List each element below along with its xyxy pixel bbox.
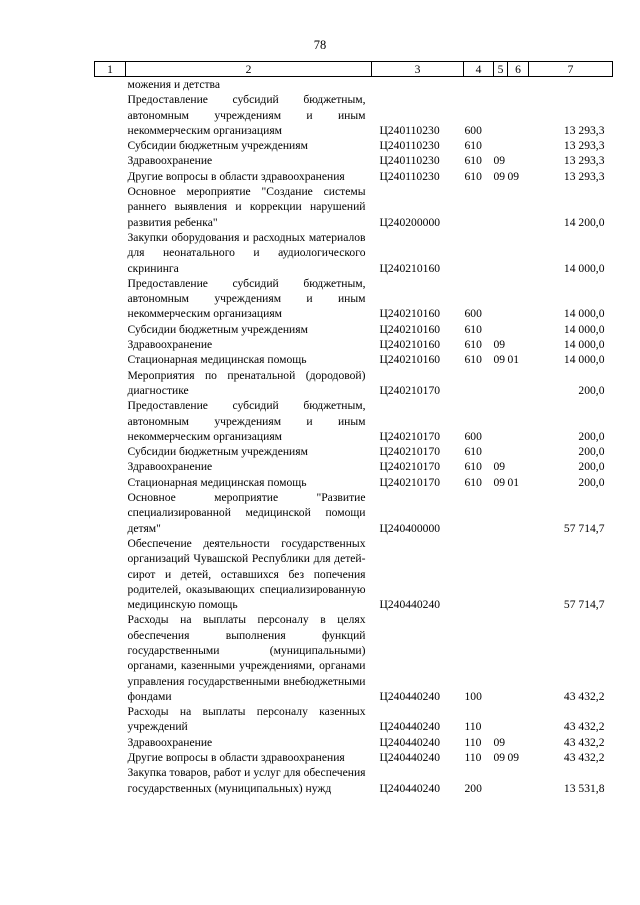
section-code [494, 368, 508, 399]
table-row [95, 184, 613, 230]
expense-type: 610 [464, 445, 482, 459]
amount: 13 293,3 [563, 169, 605, 183]
section-code [494, 704, 508, 735]
amount: 14 000,0 [563, 261, 605, 275]
table-row [95, 368, 613, 399]
target-code: Ц240440240 [379, 689, 441, 703]
table-row [95, 536, 613, 612]
expense-type: 110 [464, 751, 482, 765]
subsection-code [508, 398, 529, 444]
index-cell [95, 368, 126, 399]
table-row [95, 735, 613, 750]
subsection-code: 01 [507, 475, 520, 489]
expense-type: 610 [464, 322, 482, 336]
section-code [494, 138, 508, 153]
amount: 57 714,7 [563, 598, 605, 612]
index-cell [95, 184, 126, 230]
subsection-code [508, 276, 529, 322]
amount: 13 531,8 [563, 781, 605, 795]
target-code: Ц240210160 [379, 261, 441, 275]
subsection-code [508, 77, 529, 93]
table-header [95, 62, 613, 77]
table-row [95, 169, 613, 184]
subsection-code [508, 92, 529, 138]
index-cell [95, 765, 126, 796]
index-cell [95, 735, 126, 750]
table-row [95, 337, 613, 352]
target-code: Ц240210160 [379, 353, 441, 367]
table-body [95, 77, 613, 796]
item-name: можения и детства [127, 78, 221, 91]
section-code: 09 [493, 338, 506, 352]
index-cell [95, 138, 126, 153]
section-code: 09 [493, 169, 506, 183]
index-cell [95, 490, 126, 536]
item-name: Обеспечение деятельности государственных организаций Чувашской Республики для детей-сирот и детей, оставшихся без попечения родителей, оказывающих специализированную медицинскую помощь [127, 536, 366, 612]
item-name: Здравоохранение [127, 338, 213, 352]
target-code [372, 77, 464, 93]
target-code: Ц240210160 [379, 338, 441, 352]
index-cell [95, 459, 126, 474]
item-name: Основное мероприятие "Создание системы раннего выявления и коррекции нарушений развития ребенка" [127, 185, 366, 229]
section-code [494, 398, 508, 444]
item-name: Закупка товаров, работ и услуг для обеспечения государственных (муниципальных) нужд [127, 766, 366, 795]
header-col-7: 7 [529, 62, 613, 77]
amount: 14 000,0 [563, 322, 605, 336]
table-row [95, 704, 613, 735]
table-row [95, 322, 613, 337]
expense-type: 610 [464, 475, 482, 489]
target-code: Ц240400000 [379, 521, 441, 535]
expense-type: 110 [464, 720, 482, 734]
table-row [95, 612, 613, 704]
amount: 13 293,3 [563, 139, 605, 153]
table-row [95, 138, 613, 153]
amount: 200,0 [578, 460, 605, 474]
section-code [494, 322, 508, 337]
index-cell [95, 704, 126, 735]
subsection-code [508, 138, 529, 153]
section-code: 09 [493, 460, 506, 474]
target-code: Ц240440240 [379, 751, 441, 765]
item-name: Здравоохранение [127, 154, 213, 168]
amount: 43 432,2 [563, 720, 605, 734]
expense-type: 200 [464, 781, 482, 795]
section-code: 09 [493, 475, 506, 489]
table-row [95, 352, 613, 367]
section-code: 09 [493, 751, 506, 765]
expense-type: 610 [464, 169, 482, 183]
section-code: 09 [493, 154, 506, 168]
amount: 13 293,3 [563, 123, 605, 137]
header-col-4: 4 [464, 62, 494, 77]
index-cell [95, 750, 126, 765]
amount [529, 77, 613, 93]
item-name: Другие вопросы в области здравоохранения [127, 751, 345, 765]
subsection-code [508, 337, 529, 352]
amount: 14 000,0 [563, 338, 605, 352]
item-name: Стационарная медицинская помощь [127, 353, 307, 367]
subsection-code [508, 612, 529, 704]
table-row [95, 490, 613, 536]
table-row [95, 276, 613, 322]
expense-type [464, 368, 494, 399]
index-cell [95, 398, 126, 444]
target-code: Ц240210170 [379, 429, 441, 443]
index-cell [95, 276, 126, 322]
expense-type [464, 490, 494, 536]
target-code: Ц240440240 [379, 735, 441, 749]
page-number: 78 [313, 38, 327, 52]
target-code: Ц240210160 [379, 322, 441, 336]
subsection-code [508, 490, 529, 536]
table-row [95, 459, 613, 474]
item-name: Предоставление субсидий бюджетным, автономным учреждениям и иным некоммерческим организациям [127, 399, 366, 443]
expense-type [464, 184, 494, 230]
section-code [494, 92, 508, 138]
header-col-3: 3 [372, 62, 464, 77]
item-name: Расходы на выплаты персоналу казенных учреждений [127, 705, 366, 734]
subsection-code: 01 [507, 353, 520, 367]
expense-type: 110 [464, 735, 482, 749]
index-cell [95, 536, 126, 612]
amount: 200,0 [578, 383, 605, 397]
item-name: Здравоохранение [127, 460, 213, 474]
index-cell [95, 230, 126, 276]
subsection-code [508, 735, 529, 750]
header-col-6: 6 [508, 62, 529, 77]
item-name: Расходы на выплаты персоналу в целях обеспечения выполнения функций государственными (муниципальными) органами, казенными учреждениями, органами управления государственными внебюджетными фондами [127, 613, 366, 703]
item-name: Закупки оборудования и расходных материалов для неонатального и аудиологического скрининга [127, 230, 366, 275]
table-row [95, 475, 613, 490]
index-cell [95, 322, 126, 337]
expense-type: 100 [464, 689, 482, 703]
target-code: Ц240440240 [379, 598, 441, 612]
item-name: Субсидии бюджетным учреждениям [127, 139, 308, 153]
amount: 14 200,0 [563, 215, 605, 229]
expense-type: 600 [464, 307, 482, 321]
target-code: Ц240210170 [379, 475, 441, 489]
target-code: Ц240210160 [379, 307, 441, 321]
subsection-code [508, 153, 529, 168]
subsection-code [508, 184, 529, 230]
item-name: Мероприятия по пренатальной (дородовой) диагностике [127, 368, 366, 397]
subsection-code [508, 444, 529, 459]
expense-type: 610 [464, 353, 482, 367]
index-cell [95, 169, 126, 184]
subsection-code [508, 704, 529, 735]
amount: 200,0 [578, 445, 605, 459]
header-col-2: 2 [126, 62, 372, 77]
expense-type: 610 [464, 154, 482, 168]
expense-type [464, 230, 494, 276]
subsection-code [508, 765, 529, 796]
expense-type: 610 [464, 460, 482, 474]
amount: 200,0 [578, 475, 605, 489]
expense-type: 610 [464, 338, 482, 352]
index-cell [95, 337, 126, 352]
section-code [494, 77, 508, 93]
item-name: Субсидии бюджетным учреждениям [127, 445, 308, 459]
target-code: Ц240210170 [379, 460, 441, 474]
amount: 43 432,2 [563, 689, 605, 703]
header-col-1: 1 [95, 62, 126, 77]
expense-type [464, 536, 494, 612]
index-cell [95, 77, 126, 93]
amount: 43 432,2 [563, 751, 605, 765]
amount: 13 293,3 [563, 154, 605, 168]
section-code [494, 444, 508, 459]
target-code: Ц240110230 [379, 154, 440, 168]
amount: 14 000,0 [563, 353, 605, 367]
target-code: Ц240440240 [379, 720, 441, 734]
item-name: Здравоохранение [127, 735, 213, 749]
subsection-code: 09 [507, 169, 520, 183]
subsection-code [508, 230, 529, 276]
table-row [95, 765, 613, 796]
target-code: Ц240110230 [379, 169, 440, 183]
target-code: Ц240110230 [379, 139, 440, 153]
index-cell [95, 92, 126, 138]
expense-type [464, 77, 494, 93]
item-name: Предоставление субсидий бюджетным, автономным учреждениям и иным некоммерческим организациям [127, 276, 366, 321]
subsection-code: 09 [507, 751, 520, 765]
index-cell [95, 475, 126, 490]
table-row [95, 444, 613, 459]
amount: 200,0 [578, 429, 605, 443]
section-code [494, 536, 508, 612]
table-row [95, 77, 613, 93]
subsection-code [508, 536, 529, 612]
section-code [494, 276, 508, 322]
amount: 43 432,2 [563, 735, 605, 749]
header-col-5: 5 [494, 62, 508, 77]
section-code [494, 765, 508, 796]
section-code [494, 612, 508, 704]
item-name: Предоставление субсидий бюджетным, автономным учреждениям и иным некоммерческим организациям [127, 93, 366, 137]
table-row [95, 750, 613, 765]
expense-type: 600 [464, 429, 482, 443]
target-code: Ц240200000 [379, 215, 441, 229]
section-code: 09 [493, 735, 506, 749]
index-cell [95, 153, 126, 168]
subsection-code [508, 459, 529, 474]
expense-type: 610 [464, 139, 482, 153]
index-cell [95, 444, 126, 459]
item-name: Стационарная медицинская помощь [127, 475, 307, 489]
section-code [494, 230, 508, 276]
table-row [95, 92, 613, 138]
subsection-code [508, 368, 529, 399]
index-cell [95, 352, 126, 367]
target-code: Ц240440240 [379, 781, 441, 795]
table-row [95, 153, 613, 168]
target-code: Ц240110230 [379, 123, 440, 137]
table-row [95, 398, 613, 444]
amount: 57 714,7 [563, 521, 605, 535]
subsection-code [508, 322, 529, 337]
budget-table [94, 61, 613, 796]
section-code: 09 [493, 353, 506, 367]
amount: 14 000,0 [563, 307, 605, 321]
expense-type: 600 [464, 123, 482, 137]
index-cell [95, 612, 126, 704]
item-name: Субсидии бюджетным учреждениям [127, 322, 308, 336]
target-code: Ц240210170 [379, 383, 441, 397]
section-code [494, 184, 508, 230]
target-code: Ц240210170 [379, 445, 441, 459]
item-name: Основное мероприятие "Развитие специализированной медицинской помощи детям" [127, 491, 366, 535]
section-code [494, 490, 508, 536]
item-name: Другие вопросы в области здравоохранения [127, 169, 345, 183]
table-row [95, 230, 613, 276]
